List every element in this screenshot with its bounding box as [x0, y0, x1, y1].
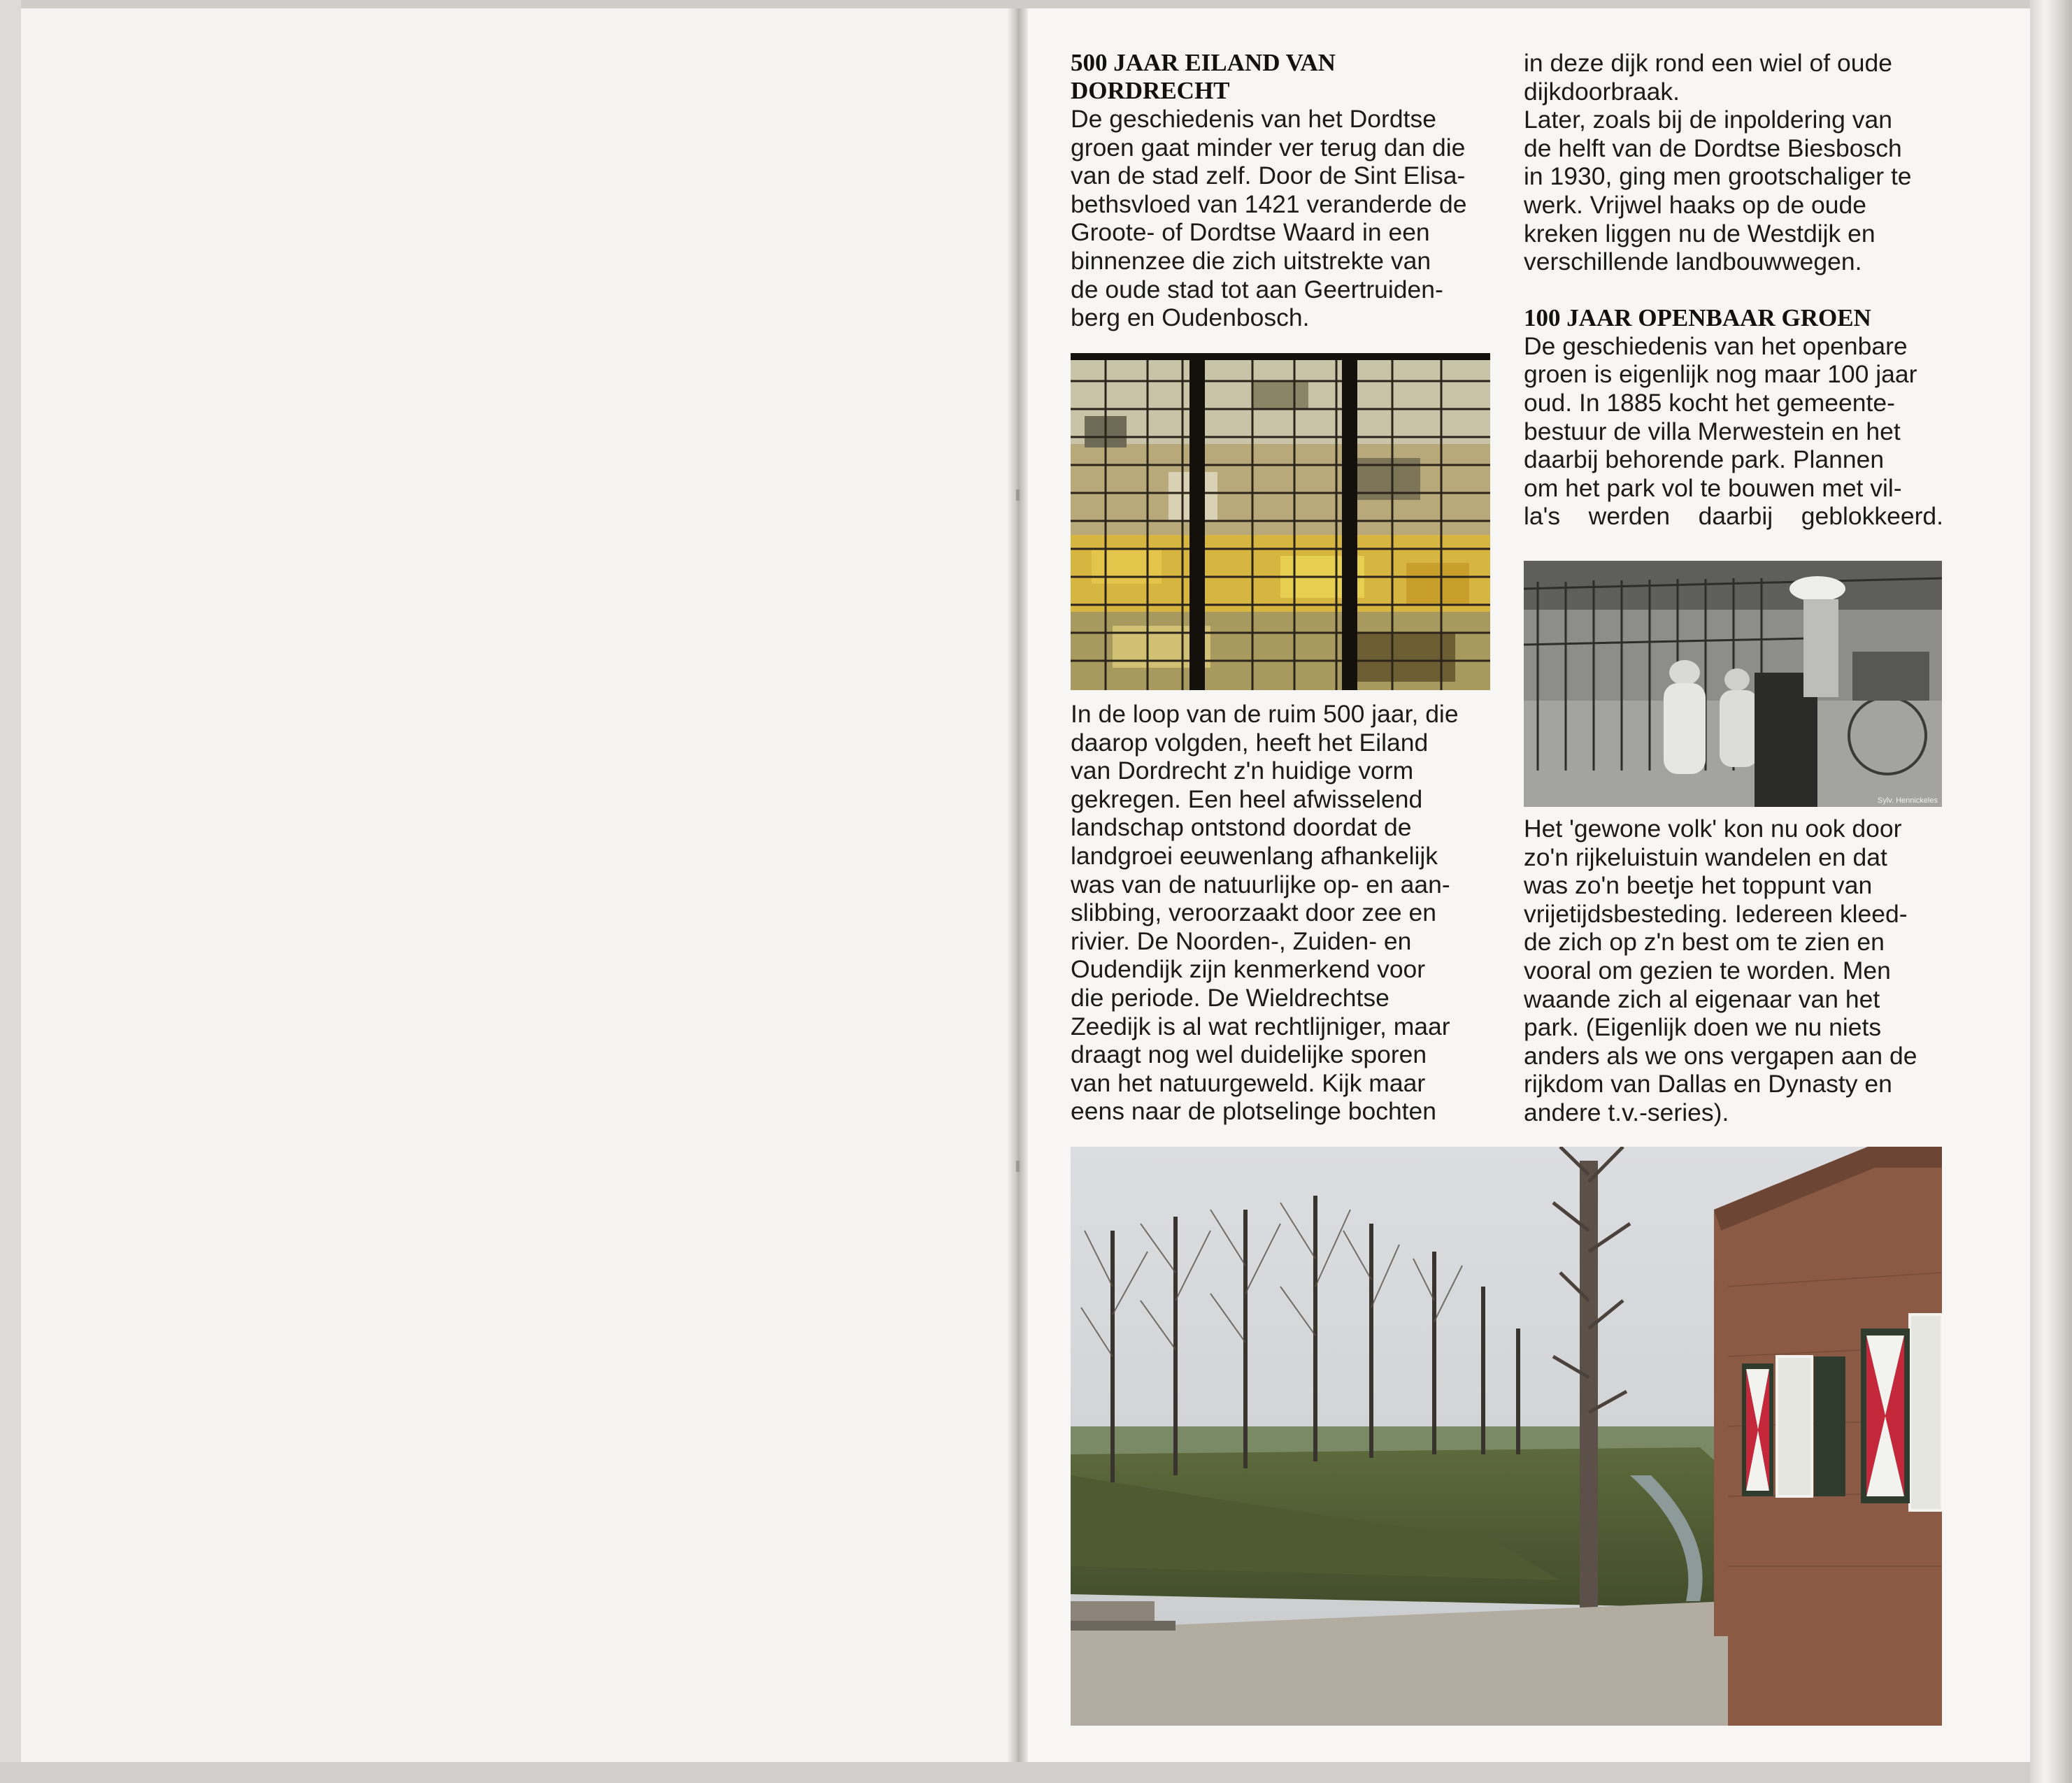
text-line: in deze dijk rond een wiel of oude [1524, 49, 1892, 77]
staple [1016, 489, 1020, 501]
historic-park-photo [1524, 561, 1942, 807]
stained-glass-window-photo [1071, 353, 1490, 690]
text-line: was zo'n beetje het toppunt van [1524, 871, 1873, 900]
text-line: verschillende landbouwwegen. [1524, 248, 1862, 276]
dike-landscape-photo [1071, 1147, 1942, 1726]
section-heading: 100 JAAR OPENBAAR GROEN [1524, 303, 1871, 331]
text-line: landgroei eeuwenlang afhankelijk [1071, 841, 1438, 870]
page-edge-left [0, 0, 21, 1783]
text-line: draagt nog wel duidelijke sporen [1071, 1040, 1427, 1069]
text-line: in 1930, ging men grootschaliger te [1524, 162, 1912, 191]
text-line: park. (Eigenlijk doen we nu niets [1524, 1013, 1882, 1042]
text-line: die periode. De Wieldrechtse [1071, 983, 1389, 1012]
text-line: vrijetijdsbesteding. Iedereen kleed- [1524, 899, 1908, 928]
text-line: anders als we ons vergapen aan de [1524, 1041, 1917, 1070]
text-line: de helft van de Dordtse Biesbosch [1524, 134, 1902, 162]
binding-gutter [1007, 8, 1028, 1762]
section-heading: DORDRECHT [1071, 77, 1230, 104]
text-line: Zeedijk is al wat rechtlijniger, maar [1071, 1012, 1450, 1040]
dike-landscape-image [1071, 1147, 1942, 1726]
text-line: la's werden daarbij geblokkeerd. [1524, 502, 1943, 531]
text-line: oud. In 1885 kocht het gemeente- [1524, 388, 1895, 417]
text-line: binnenzee die zich uitstrekte van [1071, 246, 1431, 275]
text-line: was van de natuurlijke op- en aan- [1071, 870, 1450, 898]
spacer [1524, 276, 1943, 304]
text-line: dijkdoorbraak. [1524, 77, 1680, 106]
staple [1016, 1161, 1020, 1172]
historic-park-image [1524, 561, 1942, 807]
left-page-blank [21, 8, 1021, 1762]
stained-glass-window-image [1071, 353, 1490, 690]
page-edge-bottom [0, 1762, 2072, 1783]
text-line: eens naar de plotselinge bochten [1071, 1097, 1437, 1126]
column-left-top [1071, 49, 1490, 332]
text-line: Groote- of Dordtse Waard in een [1071, 218, 1430, 247]
text-line: De geschiedenis van het Dordtse [1071, 105, 1436, 133]
text-line: daarbij behorende park. Plannen [1524, 445, 1885, 474]
text-line: bethsvloed van 1421 veranderde de [1071, 189, 1467, 218]
column-right-bottom [1524, 815, 1943, 1127]
column-left-bottom [1071, 700, 1490, 1126]
photo-credit: Sylv. Hennickeles [1878, 796, 1938, 805]
text-line: van het natuurgeweld. Kijk maar [1071, 1068, 1426, 1097]
text-line: waande zich al eigenaar van het [1524, 984, 1880, 1013]
text-line: de zich op z'n best om te zien en [1524, 928, 1885, 957]
text-line: groen is eigenlijk nog maar 100 jaar [1524, 360, 1917, 389]
text-line: zo'n rijkeluistuin wandelen en dat [1524, 843, 1887, 871]
text-line: rivier. De Noorden-, Zuiden- en [1071, 926, 1412, 955]
page-edge-right [2030, 0, 2072, 1783]
text-line: kreken liggen nu de Westdijk en [1524, 219, 1875, 248]
text-line: De geschiedenis van het openbare [1524, 331, 1908, 360]
text-line: van Dordrecht z'n huidige vorm [1071, 757, 1414, 785]
text-line: gekregen. Een heel afwisselend [1071, 785, 1423, 813]
text-line: werk. Vrijwel haaks op de oude [1524, 190, 1867, 219]
text-line: slibbing, veroorzaakt door zee en [1071, 898, 1436, 927]
text-line: groen gaat minder ver terug dan die [1071, 133, 1466, 162]
text-line: Later, zoals bij de inpoldering van [1524, 106, 1892, 134]
text-line: om het park vol te bouwen met vil- [1524, 473, 1902, 502]
text-line: vooral om gezien te worden. Men [1524, 956, 1891, 984]
text-line: andere t.v.-series). [1524, 1098, 1729, 1126]
text-line: daarop volgden, heeft het Eiland [1071, 728, 1429, 757]
page-edge-top [0, 0, 2072, 8]
text-line: van de stad zelf. Door de Sint Elisa- [1071, 162, 1466, 190]
text-line: In de loop van de ruim 500 jaar, die [1071, 700, 1459, 728]
text-line: bestuur de villa Merwestein en het [1524, 417, 1901, 445]
text-line: berg en Oudenbosch. [1071, 303, 1310, 332]
section-heading: 500 JAAR EILAND VAN [1071, 49, 1336, 76]
text-line: landschap ontstond doordat de [1071, 813, 1412, 842]
text-line: Het 'gewone volk' kon nu ook door [1524, 815, 1902, 843]
text-line: de oude stad tot aan Geertruiden- [1071, 275, 1443, 303]
text-line: Oudendijk zijn kenmerkend voor [1071, 955, 1426, 984]
text-line: rijkdom van Dallas en Dynasty en [1524, 1070, 1892, 1098]
column-right-top [1524, 49, 1943, 531]
